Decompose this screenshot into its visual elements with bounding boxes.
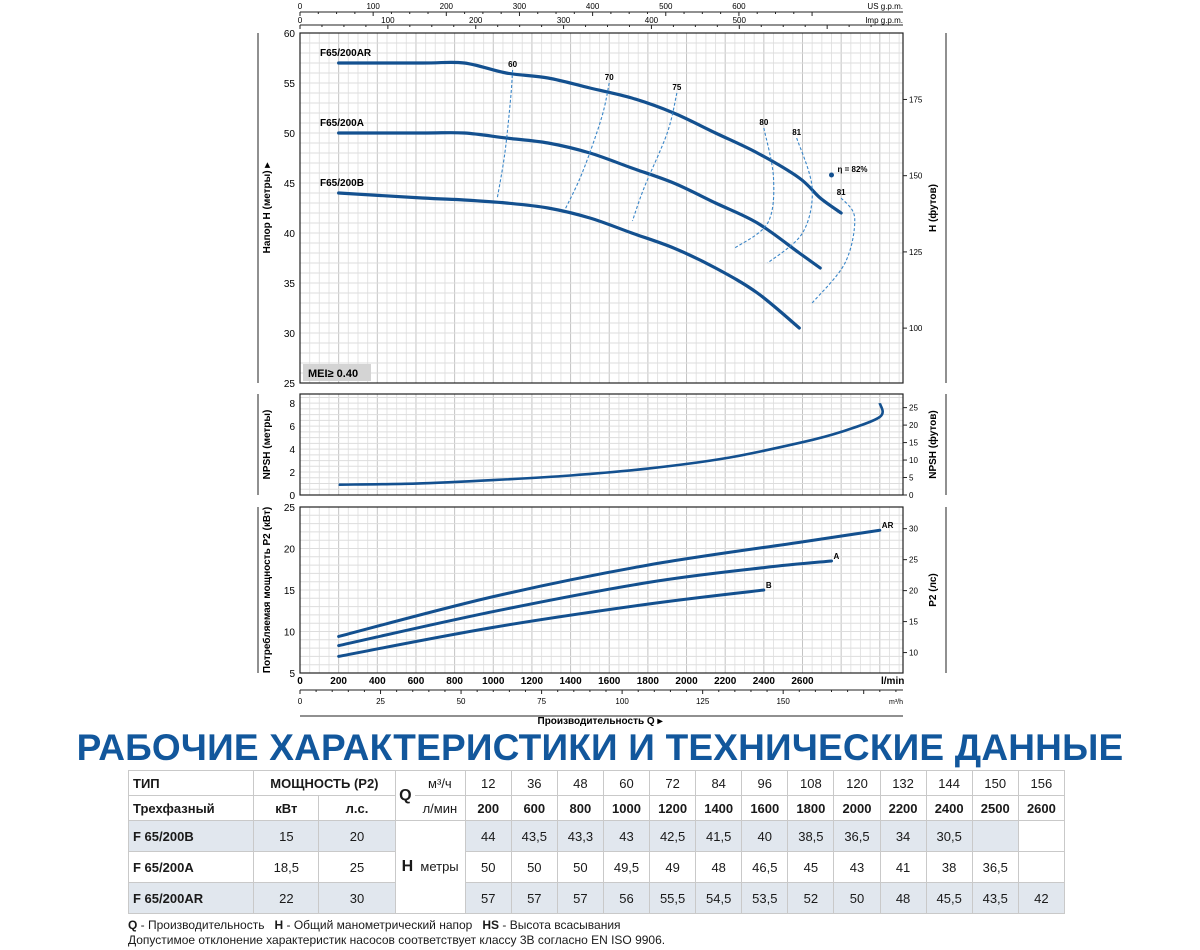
y-right-axis-title: H (футов) (928, 184, 939, 232)
head-value: 50 (465, 852, 511, 883)
model-name: F 65/200AR (129, 883, 254, 914)
efficiency-label: 80 (759, 118, 769, 127)
q-m3h-cell: 36 (511, 771, 557, 796)
y-right-tick-label: 0 (909, 491, 914, 500)
y-right-tick-label: 10 (909, 456, 918, 466)
lmin-tick-label: 800 (446, 676, 463, 687)
efficiency-label: 60 (508, 60, 518, 69)
head-value: 57 (511, 883, 557, 914)
footnote-h-text: - Общий манометрический напор (283, 918, 473, 932)
y-tick-label: 25 (283, 503, 295, 514)
head-value: 45 (788, 852, 834, 883)
y-right-tick-label: 10 (909, 648, 918, 658)
y-right-axis-title: NPSH (футов) (928, 410, 939, 479)
y-axis-title: NPSH (метры) (262, 409, 273, 480)
y-axis-title: Потребляемая мощность P2 (кВт) (262, 506, 273, 674)
footnote-q-key: Q (128, 918, 138, 932)
efficiency-label: 81 (792, 128, 802, 137)
lmin-tick-label: 200 (330, 676, 347, 687)
y-tick-label: 30 (283, 329, 295, 340)
q-m3h-cell: 96 (742, 771, 788, 796)
head-value: 40 (742, 821, 788, 852)
head-value: 43,5 (972, 883, 1018, 914)
y-right-tick-label: 25 (909, 403, 918, 413)
y-right-tick-label: 5 (909, 473, 914, 483)
q-lmin-cell: 2600 (1018, 796, 1064, 821)
footnote-hs-text: - Высота всасывания (499, 918, 621, 932)
imp-tick-label: 400 (644, 16, 659, 25)
unit-lmin: л/мин (415, 796, 465, 821)
y-tick-label: 20 (283, 544, 295, 556)
head-value: 55,5 (650, 883, 696, 914)
y-right-tick-label: 125 (909, 247, 923, 257)
head-value (1018, 821, 1064, 852)
y-right-tick-label: 30 (909, 524, 918, 534)
y-tick-label: 2 (289, 468, 295, 480)
kw-header: кВт (254, 796, 319, 821)
imp-unit-label: Imp g.p.m. (865, 16, 903, 25)
q-lmin-cell: 2000 (834, 796, 880, 821)
head-value: 38 (926, 852, 972, 883)
y-tick-label: 25 (283, 379, 295, 390)
peak-efficiency-point (829, 173, 834, 178)
y-tick-label: 50 (283, 129, 295, 140)
lmin-tick-label: 2400 (752, 676, 775, 687)
mei-badge: MEI≥ 0.40 (308, 368, 359, 380)
q-lmin-cell: 1800 (788, 796, 834, 821)
y-tick-label: 55 (283, 79, 295, 90)
q-m3h-cell: 132 (880, 771, 926, 796)
q-m3h-cell: 48 (557, 771, 603, 796)
curve-label: F65/200A (320, 118, 364, 129)
y-tick-label: 8 (289, 399, 295, 411)
model-hp: 20 (319, 821, 395, 852)
q-lmin-cell: 1600 (742, 796, 788, 821)
us-unit-label: US g.p.m. (867, 2, 903, 11)
head-value: 49,5 (603, 852, 649, 883)
q-lmin-cell: 2400 (926, 796, 972, 821)
head-value: 46,5 (742, 852, 788, 883)
y-tick-label: 4 (289, 445, 295, 457)
h-letter: H (401, 858, 414, 875)
us-tick-label: 100 (366, 2, 380, 11)
lmin-tick-label: 2200 (714, 676, 737, 687)
lmin-tick-label: 400 (368, 676, 386, 687)
footnote-legend (128, 918, 621, 933)
head-value: 52 (788, 883, 834, 914)
head-value: 30,5 (926, 821, 972, 852)
q-lmin-cell: 1200 (650, 796, 696, 821)
y-right-tick-label: 15 (909, 438, 918, 448)
q-m3h-cell: 84 (696, 771, 742, 796)
footnote-q-text: - Производительность (137, 918, 265, 932)
y-tick-label: 0 (289, 491, 295, 502)
imp-tick-label: 300 (556, 16, 571, 25)
m3h-tick-label: 25 (376, 697, 385, 706)
y-tick-label: 40 (283, 229, 295, 240)
head-value: 48 (696, 852, 742, 883)
lmin-tick-label: 1200 (520, 676, 544, 687)
imp-tick-label: 200 (469, 16, 483, 25)
head-value: 43 (603, 821, 649, 852)
head-value: 36,5 (972, 852, 1018, 883)
head-value: 42,5 (650, 821, 696, 852)
y-right-tick-label: 175 (909, 95, 923, 105)
model-name: F 65/200B (129, 821, 254, 852)
q-m3h-cell: 150 (972, 771, 1018, 796)
q-lmin-cell: 2500 (972, 796, 1018, 821)
model-kw: 18,5 (254, 852, 319, 883)
q-m3h-cell: 12 (465, 771, 511, 796)
footnote-hs-key: HS (482, 918, 500, 932)
model-kw: 15 (254, 821, 319, 852)
head-value: 42 (1018, 883, 1064, 914)
section-title: РАБОЧИЕ ХАРАКТЕРИСТИКИ И ТЕХНИЧЕСКИЕ ДАННЫЕ (76, 727, 1124, 768)
y-right-tick-label: 15 (909, 617, 918, 627)
head-value: 44 (465, 821, 511, 852)
y-tick-label: 45 (283, 179, 295, 190)
head-value: 38,5 (788, 821, 834, 852)
head-value: 48 (880, 883, 926, 914)
spec-table (128, 770, 1065, 914)
efficiency-label: 75 (672, 83, 682, 92)
footnote-tolerance: Допустимое отклонение характеристик насосов соответствует классу 3В согласно EN ISO 9906. (128, 933, 666, 947)
q-lmin-cell: 800 (557, 796, 603, 821)
m3h-tick-label: 50 (456, 697, 466, 706)
lmin-tick-label: 2000 (675, 676, 698, 687)
imp-tick-label: 100 (381, 16, 395, 25)
curve-label: F65/200AR (320, 48, 372, 59)
efficiency-label: 70 (604, 73, 614, 82)
lmin-tick-label: 600 (407, 676, 425, 687)
head-value: 54,5 (696, 883, 742, 914)
y-right-tick-label: 100 (909, 324, 923, 334)
head-value: 50 (557, 852, 603, 883)
imp-tick-label: 0 (297, 16, 303, 25)
h-unit: метры (420, 859, 459, 874)
us-tick-label: 300 (512, 2, 527, 11)
power-curve-label: B (765, 581, 772, 590)
model-kw: 22 (254, 883, 319, 914)
efficiency-line (812, 198, 855, 303)
head-value: 49 (650, 852, 696, 883)
unit-m3h: м³/ч (415, 771, 465, 796)
type-subheader: Трехфазный (129, 796, 254, 821)
us-tick-label: 500 (659, 2, 673, 11)
y-axis-title: Напор H (метры) ▸ (262, 162, 273, 254)
lmin-tick-label: 1400 (559, 676, 582, 687)
us-tick-label: 400 (585, 2, 600, 11)
lmin-tick-label: 0 (297, 676, 303, 687)
q-m3h-cell: 108 (788, 771, 834, 796)
us-tick-label: 0 (297, 2, 303, 11)
q-m3h-cell: 60 (603, 771, 649, 796)
y-right-tick-label: 20 (909, 586, 918, 596)
power-header: МОЩНОСТЬ (P2) (254, 771, 395, 796)
efficiency-line (497, 70, 512, 199)
q-m3h-cell: 72 (650, 771, 696, 796)
y-tick-label: 15 (283, 586, 295, 597)
head-value: 57 (465, 883, 511, 914)
q-lmin-cell: 600 (511, 796, 557, 821)
head-value: 43 (834, 852, 880, 883)
peak-efficiency-label: η = 82% (837, 165, 868, 174)
model-hp: 25 (319, 852, 395, 883)
lmin-tick-label: 1800 (636, 676, 660, 687)
footnote-h-key: H (274, 918, 284, 932)
h-unit-cell (395, 821, 465, 914)
head-value: 36,5 (834, 821, 880, 852)
q-lmin-cell: 2200 (880, 796, 926, 821)
y-right-tick-label: 25 (909, 555, 918, 565)
y-right-axis-title: P2 (лс) (928, 573, 939, 607)
head-value: 43,5 (511, 821, 557, 852)
x-axis-title: Производительность Q ▸ (537, 716, 663, 727)
y-right-tick-label: 20 (909, 421, 918, 431)
m3h-unit-label: m³/h (889, 699, 903, 706)
hp-header: л.с. (319, 796, 395, 821)
y-right-tick-label: 150 (909, 171, 923, 181)
q-m3h-cell: 120 (834, 771, 880, 796)
lmin-tick-label: 1600 (598, 676, 621, 687)
power-curve-label: AR (881, 521, 894, 531)
m3h-tick-label: 125 (695, 697, 710, 706)
head-value: 45,5 (926, 883, 972, 914)
m3h-tick-label: 100 (615, 697, 629, 706)
q-lmin-cell: 1000 (603, 796, 649, 821)
head-value: 57 (557, 883, 603, 914)
efficiency-label: 81 (836, 188, 846, 197)
head-value (972, 821, 1018, 852)
head-value: 56 (603, 883, 649, 914)
m3h-tick-label: 75 (537, 697, 547, 706)
model-name: F 65/200A (129, 852, 254, 883)
q-letter: Q (395, 771, 415, 821)
m3h-tick-label: 0 (297, 697, 303, 706)
model-hp: 30 (319, 883, 395, 914)
curve-label: F65/200B (320, 178, 364, 189)
head-value: 43,3 (557, 821, 603, 852)
head-value: 41 (880, 852, 926, 883)
y-tick-label: 60 (283, 29, 295, 40)
m3h-tick-label: 150 (776, 697, 790, 706)
imp-tick-label: 500 (732, 16, 746, 25)
type-header: ТИП (129, 771, 254, 796)
head-value: 53,5 (742, 883, 788, 914)
lmin-tick-label: 2600 (791, 676, 814, 687)
us-tick-label: 600 (732, 2, 746, 11)
q-lmin-cell: 1400 (696, 796, 742, 821)
head-value: 50 (834, 883, 880, 914)
y-tick-label: 6 (289, 422, 295, 434)
q-m3h-cell: 144 (926, 771, 972, 796)
y-tick-label: 5 (289, 669, 295, 680)
lmin-unit-label: l/min (881, 676, 905, 687)
head-value: 50 (511, 852, 557, 883)
y-tick-label: 35 (283, 279, 295, 290)
us-tick-label: 200 (439, 2, 453, 11)
head-value (1018, 852, 1064, 883)
q-m3h-cell: 156 (1018, 771, 1064, 796)
q-lmin-cell: 200 (465, 796, 511, 821)
lmin-tick-label: 1000 (482, 676, 505, 687)
y-tick-label: 10 (283, 627, 295, 639)
head-value: 34 (880, 821, 926, 852)
power-curve-label: A (833, 551, 840, 561)
head-value: 41,5 (696, 821, 742, 852)
